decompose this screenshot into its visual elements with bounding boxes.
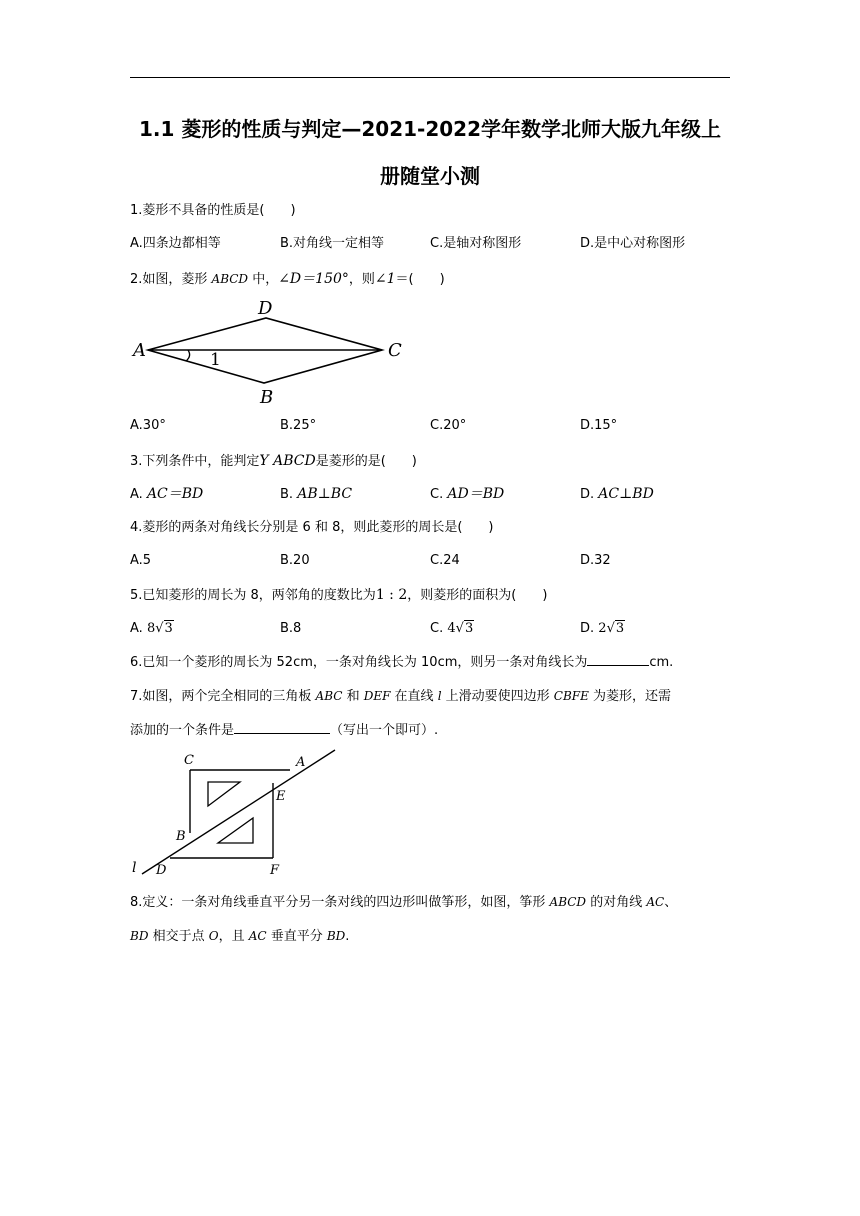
question-3-option-b: B. AB⊥BC [280,486,353,502]
question-7-stem-line1: 7.如图，两个完全相同的三角板 ABC 和 DEF 在直线 l 上滑动要使四边形 CBFE 为菱形，还需 [130,689,672,704]
page-title-line1: 1.1 菱形的性质与判定—2021-2022学年数学北师大版九年级上 [138,117,722,141]
question-5-option-a: A. 8√3 [130,621,173,636]
question-4-stem: 4.菱形的两条对角线长分别是 6 和 8，则此菱形的周长是( ) [130,520,494,535]
question-5-option-c: C. 4√3 [430,621,474,636]
triangle-label-d: D [156,863,167,878]
question-1-option-b: B.对角线一定相等 [280,236,385,251]
question-3-stem: 3.下列条件中，能判定Y ABCD是菱形的是( ) [130,453,417,469]
question-1-option-c: C.是轴对称图形 [430,236,522,251]
question-1-option-d: D.是中心对称图形 [580,236,686,251]
question-2-option-b: B.25° [280,418,317,433]
question-3-math-parallelogram: Y ABCD [259,453,316,469]
question-3-option-a: A. AC＝BD [130,486,204,502]
question-5-stem: 5.已知菱形的周长为 8，两邻角的度数比为1 : 2，则菱形的面积为( ) [130,587,548,603]
question-3-option-c: C. AD＝BD [430,486,505,502]
question-4-option-a: A.5 [130,553,152,568]
triangle-label-a: A [296,755,306,770]
question-8-stem-line1: 8.定义：一条对角线垂直平分另一条对线的四边形叫做筝形，如图，筝形 ABCD 的对角线 AC、 [130,895,678,910]
question-2-option-d: D.15° [580,418,618,433]
question-5-option-d: D. 2√3 [580,621,625,636]
triangle-label-b: B [176,829,186,844]
rhombus-label-a: A [133,340,146,361]
question-3-option-d: D. AC⊥BD [580,486,654,502]
question-6-answer-blank[interactable] [587,653,649,666]
question-8-stem-line2: BD 相交于点 O，且 AC 垂直平分 BD. [130,929,350,944]
question-2-figure-rhombus [130,295,420,410]
triangle-label-f: F [270,863,280,878]
triangle-label-e: E [276,789,286,804]
question-1-stem: 1.菱形不具备的性质是( ) [130,203,296,218]
question-5-math-ratio: 1 : 2 [375,587,408,603]
question-4-option-c: C.24 [430,553,460,568]
question-2-stem: 2.如图，菱形 ABCD 中，∠D＝150°，则∠1＝( ) [130,271,445,287]
question-2-var-abcd: ABCD [211,272,249,286]
question-2-option-a: A.30° [130,418,166,433]
question-4-option-d: D.32 [580,553,611,568]
question-5-option-b: B.8 [280,621,302,636]
question-6-stem: 6.已知一个菱形的周长为 52cm，一条对角线长为 10cm，则另一条对角线长为 cm. [130,655,674,670]
page-title-line2: 册随堂小测 [380,164,480,188]
question-2-math-angle: ∠D＝150° [278,271,349,287]
question-7-answer-blank[interactable] [234,721,330,734]
header-rule [130,77,730,78]
rhombus-label-c: C [388,340,402,361]
question-1-option-a: A.四条边都相等 [130,236,221,251]
rhombus-label-d: D [258,298,273,319]
question-7-stem-line2: 添加的一个条件是 （写出一个即可）. [130,723,439,738]
line-label-l: l [132,860,137,876]
question-7-figure-triangles [130,748,350,880]
question-4-option-b: B.20 [280,553,310,568]
question-2-option-c: C.20° [430,418,467,433]
rhombus-label-b: B [260,387,274,408]
rhombus-angle-label: 1 [210,350,221,370]
triangle-label-c: C [184,753,194,768]
